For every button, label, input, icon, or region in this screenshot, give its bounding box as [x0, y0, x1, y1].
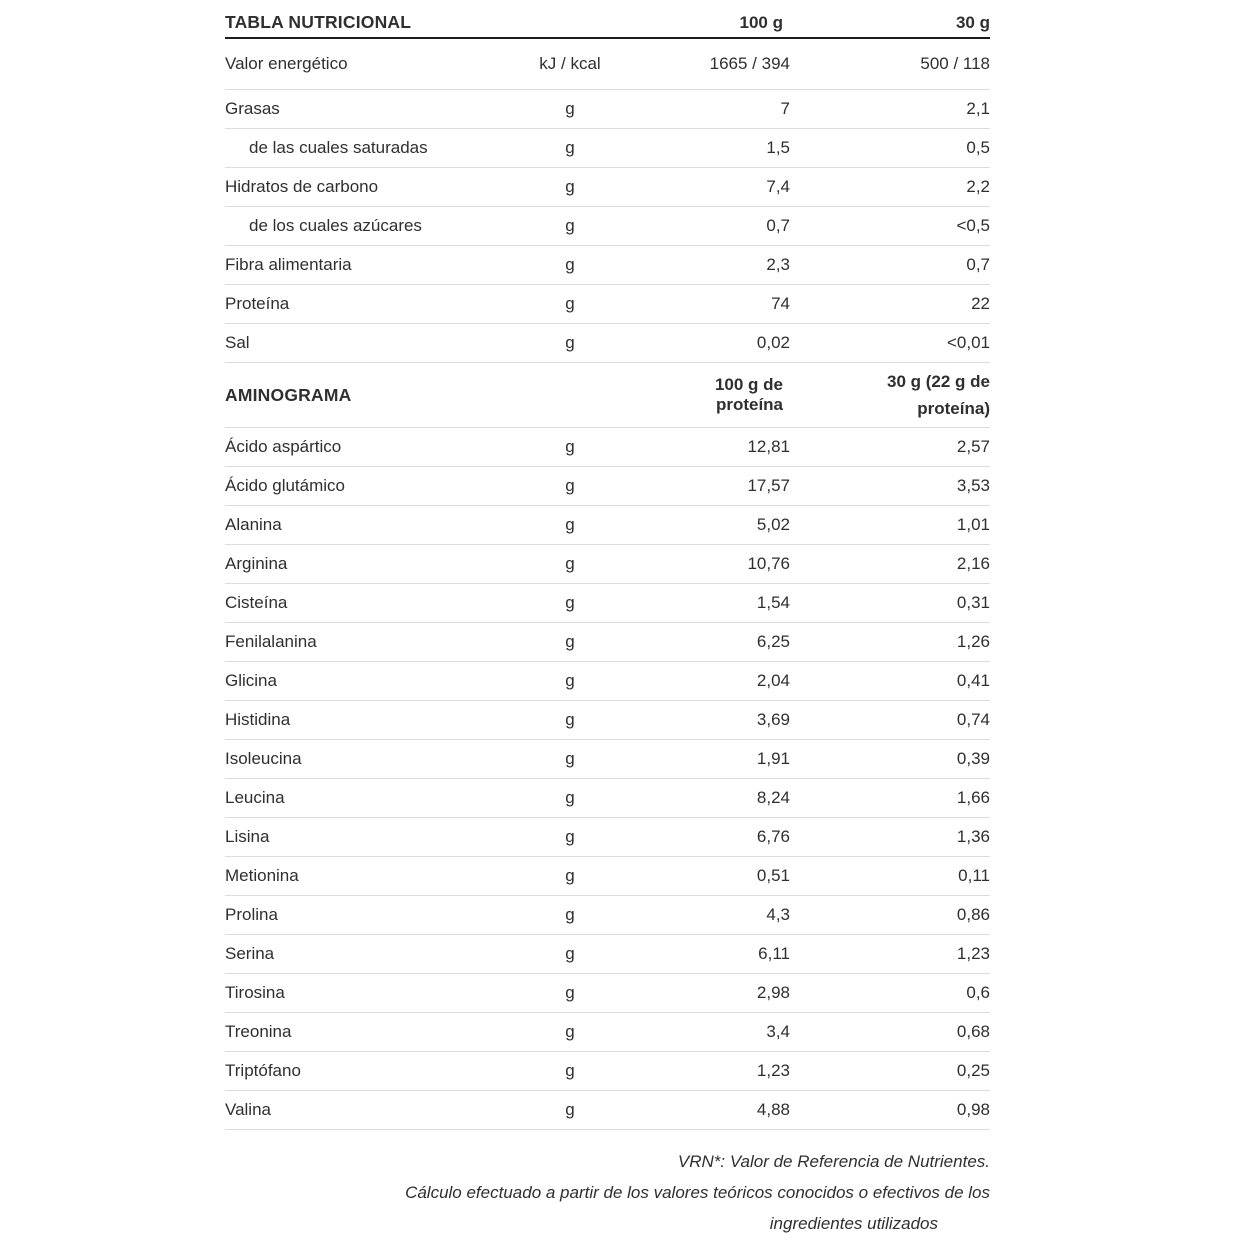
table-row [225, 857, 990, 896]
table-row [225, 974, 990, 1013]
row-value-30g: 0,6 [966, 983, 990, 1002]
footnote-line-3: ingredientes utilizados [769, 1214, 938, 1233]
row-value-100g: 2,04 [756, 671, 790, 690]
row-value-100g: 17,57 [747, 476, 790, 495]
table-row [225, 1013, 990, 1052]
table-title: TABLA NUTRICIONAL [225, 12, 412, 32]
row-label: Arginina [225, 554, 288, 573]
row-value-30g: 2,16 [956, 554, 990, 573]
row-value-30g: 3,53 [956, 476, 990, 495]
row-unit: g [565, 710, 575, 729]
row-value-30g: 500 / 118 [920, 54, 990, 73]
row-value-30g: 1,01 [956, 515, 990, 534]
table-header-row [225, 8, 990, 39]
row-label: Fibra alimentaria [225, 255, 352, 274]
row-value-100g: 1,5 [766, 138, 790, 157]
row-value-30g: 1,26 [956, 632, 990, 651]
row-value-30g: <0,5 [956, 216, 990, 235]
row-value-30g: 1,66 [956, 788, 990, 807]
row-value-30g: 0,41 [956, 671, 990, 690]
row-label: Treonina [225, 1022, 292, 1041]
table-row [225, 584, 990, 623]
table-row [225, 467, 990, 506]
table-row [225, 662, 990, 701]
row-label: Serina [225, 944, 275, 963]
row-value-100g: 0,02 [756, 333, 790, 352]
row-label: Prolina [225, 905, 278, 924]
row-value-100g: 1,23 [756, 1061, 790, 1080]
row-value-100g: 2,3 [766, 255, 790, 274]
footnote-line-1: VRN*: Valor de Referencia de Nutrientes. [677, 1152, 990, 1171]
row-unit: kJ / kcal [539, 54, 601, 73]
row-value-100g: 8,24 [756, 788, 790, 807]
row-label: Proteína [225, 294, 290, 313]
table-row [225, 129, 990, 168]
row-value-100g: 1,91 [756, 749, 790, 768]
row-value-30g: 0,25 [956, 1061, 990, 1080]
row-unit: g [565, 1022, 575, 1041]
table-row [225, 623, 990, 662]
row-unit: g [565, 177, 575, 196]
row-value-30g: 0,68 [956, 1022, 990, 1041]
col-header-30g: 30 g [955, 12, 990, 32]
row-value-30g: 0,31 [956, 593, 990, 612]
row-label: Valor energético [225, 54, 348, 73]
row-unit: g [565, 515, 575, 534]
row-value-30g: 0,74 [956, 710, 990, 729]
row-label: de las cuales saturadas [249, 138, 428, 157]
row-label: Cisteína [225, 593, 288, 612]
footnote [225, 1146, 990, 1239]
row-value-100g: 1,54 [756, 593, 790, 612]
row-value-100g: 4,3 [766, 905, 790, 924]
row-value-100g: 10,76 [747, 554, 790, 573]
row-unit: g [565, 255, 575, 274]
row-value-30g: 2,57 [956, 437, 990, 456]
table-row [225, 545, 990, 584]
row-value-100g: 7,4 [766, 177, 790, 196]
row-value-30g: 0,86 [956, 905, 990, 924]
table-row [225, 246, 990, 285]
row-value-30g: 0,98 [956, 1100, 990, 1119]
table-row [225, 39, 990, 90]
table-row [225, 324, 990, 363]
aminogram-col-header-30g: 30 g (22 g de proteína) [887, 371, 990, 418]
row-value-100g: 5,02 [756, 515, 790, 534]
row-unit: g [565, 983, 575, 1002]
row-value-100g: 74 [771, 294, 790, 313]
row-value-100g: 12,81 [747, 437, 790, 456]
table-row [225, 428, 990, 467]
row-value-100g: 0,51 [756, 866, 790, 885]
row-label: Alanina [225, 515, 282, 534]
aminogram-header-row [225, 363, 990, 428]
table-row [225, 935, 990, 974]
col-header-100g: 100 g [739, 12, 783, 32]
row-label: de los cuales azúcares [249, 216, 422, 235]
row-label: Glicina [225, 671, 277, 690]
row-unit: g [565, 554, 575, 573]
row-value-100g: 3,4 [766, 1022, 790, 1041]
row-value-100g: 3,69 [756, 710, 790, 729]
row-value-100g: 4,88 [756, 1100, 790, 1119]
row-label: Lisina [225, 827, 270, 846]
row-value-30g: <0,01 [946, 333, 990, 352]
row-label: Fenilalanina [225, 632, 317, 651]
row-unit: g [565, 827, 575, 846]
row-value-100g: 2,98 [756, 983, 790, 1002]
table-row [225, 1052, 990, 1091]
table-row [225, 740, 990, 779]
row-value-30g: 2,1 [966, 99, 990, 118]
row-unit: g [565, 944, 575, 963]
row-value-100g: 1665 / 394 [709, 54, 790, 73]
row-value-30g: 2,2 [966, 177, 990, 196]
row-value-100g: 7 [780, 99, 790, 118]
row-unit: g [565, 671, 575, 690]
row-unit: g [565, 593, 575, 612]
row-unit: g [565, 216, 575, 235]
row-unit: g [565, 749, 575, 768]
row-value-30g: 22 [971, 294, 990, 313]
row-unit: g [565, 632, 575, 651]
row-label: Histidina [225, 710, 291, 729]
table-row [225, 818, 990, 857]
table-row [225, 506, 990, 545]
row-value-30g: 1,36 [956, 827, 990, 846]
row-unit: g [565, 866, 575, 885]
row-unit: g [565, 788, 575, 807]
row-unit: g [565, 333, 575, 352]
row-value-30g: 1,23 [956, 944, 990, 963]
table-row [225, 285, 990, 324]
table-row [225, 207, 990, 246]
row-label: Ácido glutámico [225, 476, 346, 495]
table-row [225, 90, 990, 129]
row-unit: g [565, 99, 575, 118]
row-value-30g: 0,5 [966, 138, 990, 157]
row-unit: g [565, 437, 575, 456]
row-unit: g [565, 138, 575, 157]
row-unit: g [565, 905, 575, 924]
row-value-100g: 6,76 [756, 827, 790, 846]
table-row [225, 779, 990, 818]
aminogram-col-header-100g: 100 g de proteína [714, 375, 783, 414]
row-value-100g: 6,11 [758, 944, 790, 963]
footnote-line-2: Cálculo efectuado a partir de los valores teóricos conocidos o efectivos de los [405, 1183, 990, 1202]
aminogram-title: AMINOGRAMA [225, 384, 352, 405]
row-label: Triptófano [225, 1061, 301, 1080]
row-value-30g: 0,39 [956, 749, 990, 768]
row-label: Grasas [225, 99, 280, 118]
table-row [225, 168, 990, 207]
row-label: Hidratos de carbono [225, 177, 379, 196]
nutrition-rows-section [225, 39, 990, 363]
table-row [225, 1091, 990, 1130]
nutrition-table [225, 8, 990, 1239]
row-label: Tirosina [225, 983, 285, 1002]
row-label: Valina [225, 1100, 271, 1119]
row-label: Ácido aspártico [225, 437, 342, 456]
row-unit: g [565, 294, 575, 313]
row-unit: g [565, 1100, 575, 1119]
row-value-100g: 6,25 [756, 632, 790, 651]
aminogram-rows-section [225, 428, 990, 1130]
row-value-100g: 0,7 [766, 216, 790, 235]
row-label: Leucina [225, 788, 285, 807]
row-value-30g: 0,7 [966, 255, 990, 274]
table-row [225, 701, 990, 740]
row-unit: g [565, 476, 575, 495]
row-value-30g: 0,11 [958, 866, 990, 885]
table-row [225, 896, 990, 935]
row-label: Isoleucina [225, 749, 302, 768]
row-label: Sal [225, 333, 250, 352]
row-label: Metionina [225, 866, 299, 885]
row-unit: g [565, 1061, 575, 1080]
